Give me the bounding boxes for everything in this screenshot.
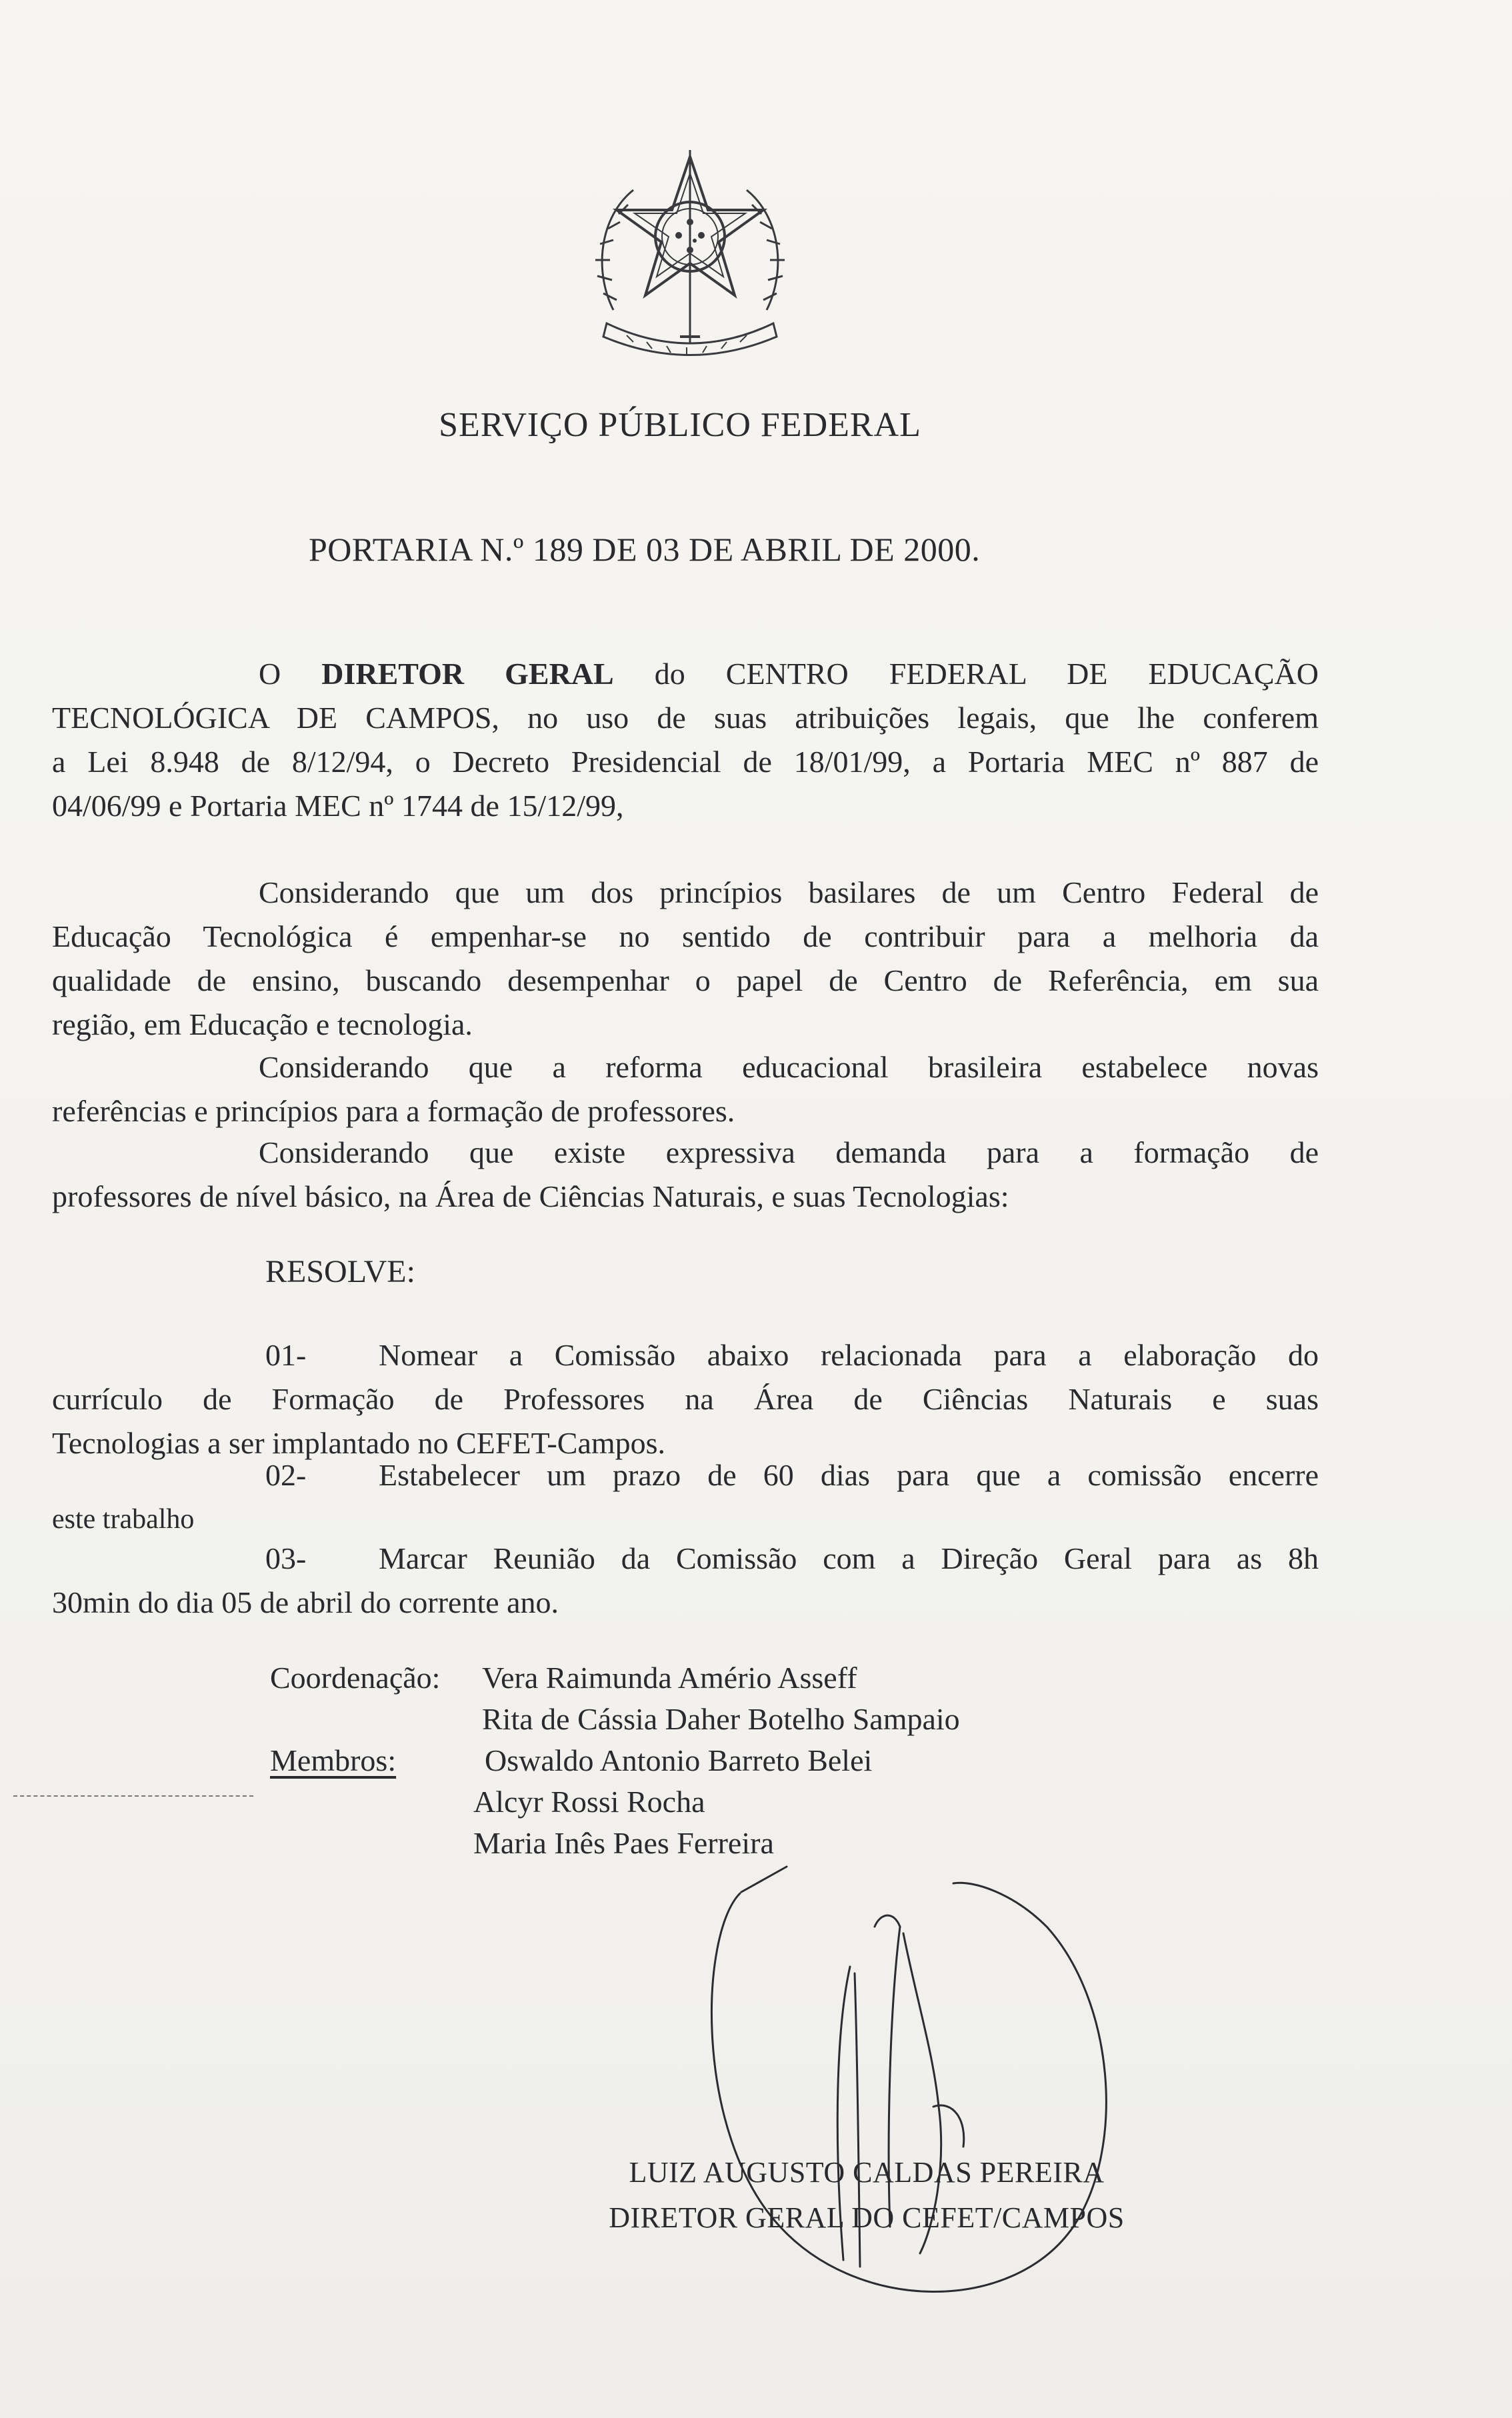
signatory-title: DIRETOR GERAL DO CEFET/CAMPOS <box>609 2201 1125 2234</box>
article-02: 02- Estabelecer um prazo de 60 dias para que a comissão encerre este trabalho <box>52 1453 1319 1536</box>
service-title: SERVIÇO PÚBLICO FEDERAL <box>439 406 921 444</box>
divider-line <box>13 1795 253 1797</box>
director-title: DIRETOR GERAL <box>321 657 614 691</box>
consideration-3: Considerando que existe expressiva demanda para a formação de professores de nível básico, na Área de Ciências Naturais, e suas Tecnologias: <box>52 1135 1319 1213</box>
coordinator-name: Vera Raimunda Amério Asseff <box>482 1661 857 1695</box>
consideration-1: Considerando que um dos princípios basilares de um Centro Federal de Educação Tecnológica é empenhar-se no sentido de contribuir para a melhoria da qualidade de ensino, buscando desempenhar o papel de Centro de Referência, em sua região, em Educação e tecnologia. <box>52 875 1319 1041</box>
intro-line-4: 04/06/99 e Portaria MEC nº 1744 de 15/12/99, <box>52 789 624 823</box>
intro-line-1: O DIRETOR GERAL do CENTRO FEDERAL DE EDUCAÇÃO <box>259 657 1319 691</box>
consideration-2: Considerando que a reforma educacional brasileira estabelece novas referências e princípios para a formação de professores. <box>52 1050 1319 1128</box>
members-label: Membros: <box>270 1743 397 1777</box>
intro-line-3: a Lei 8.948 de 8/12/94, o Decreto Presidencial de 18/01/99, a Portaria MEC nº 887 de <box>52 745 1319 779</box>
signatory-block <box>533 2150 1200 2241</box>
article-01: 01- Nomear a Comissão abaixo relacionada para a elaboração do currículo de Formação de Professores na Área de Ciências Naturais e suas Tecnologias a ser implantado no CEFET-Campos. <box>52 1333 1319 1459</box>
handwritten-signature <box>700 1853 1153 2333</box>
portaria-title: PORTARIA N.º 189 DE 03 DE ABRIL DE 2000. <box>309 531 981 568</box>
intro-line-2: TECNOLÓGICA DE CAMPOS, no uso de suas atribuições legais, que lhe conferem <box>52 701 1319 735</box>
coordination-label: Coordenação: <box>270 1661 441 1695</box>
resolve-heading: RESOLVE: <box>265 1254 415 1289</box>
member-name: Oswaldo Antonio Barreto Belei <box>485 1743 873 1777</box>
article-number: 01- <box>265 1338 307 1372</box>
brazil-coat-of-arms-icon <box>587 143 793 370</box>
member-name: Alcyr Rossi Rocha <box>473 1785 705 1819</box>
article-03: 03- Marcar Reunião da Comissão com a Direção Geral para as 8h 30min do dia 05 de abril do corrente ano. <box>52 1537 1319 1625</box>
signatory-name: LUIZ AUGUSTO CALDAS PEREIRA <box>629 2156 1105 2189</box>
coordinator-name: Rita de Cássia Daher Botelho Sampaio <box>482 1702 960 1736</box>
intro-paragraph <box>52 652 1319 828</box>
member-name: Maria Inês Paes Ferreira <box>473 1826 774 1860</box>
article-number: 03- <box>265 1541 307 1575</box>
article-number: 02- <box>265 1458 307 1492</box>
